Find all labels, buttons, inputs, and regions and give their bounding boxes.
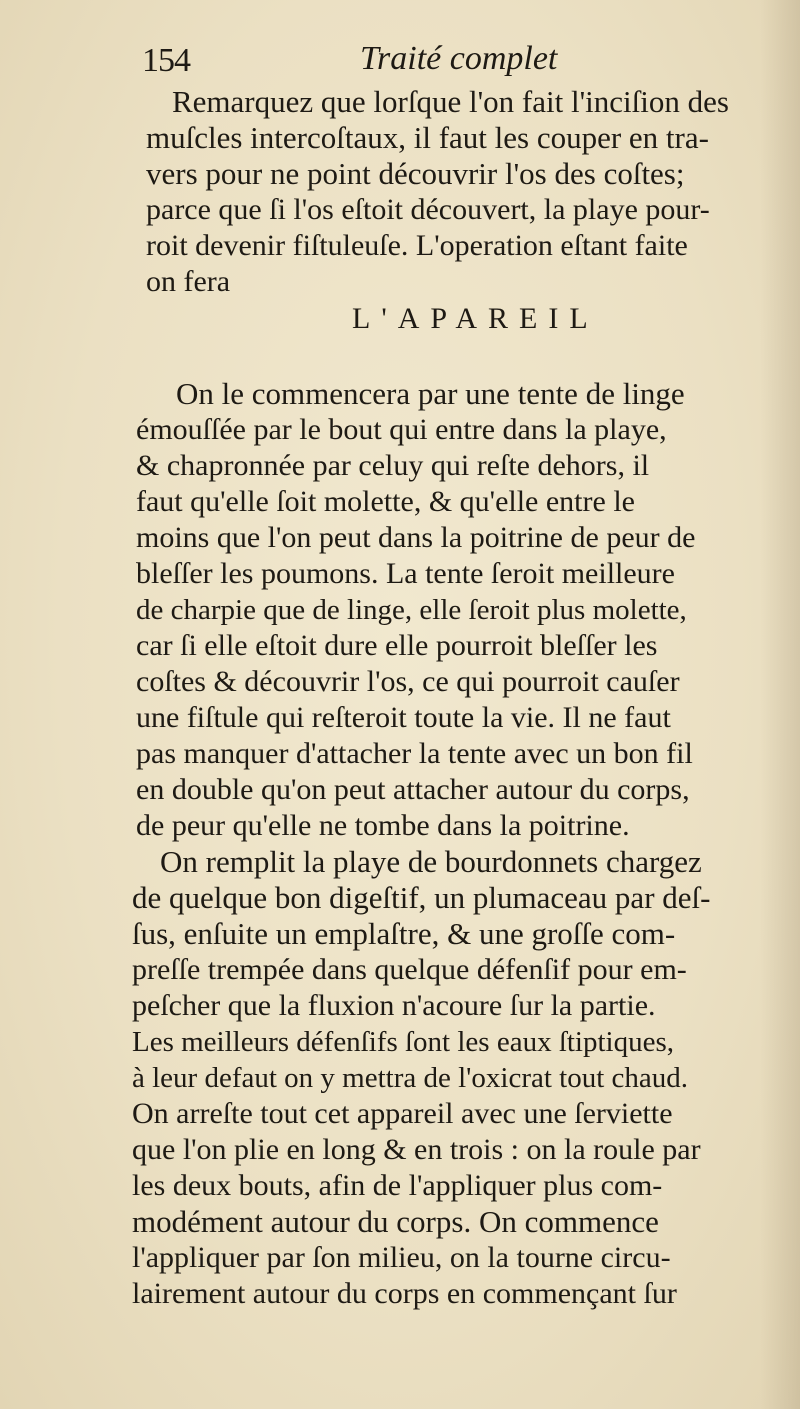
text-line: vers pour ne point découvrir l'os des coſtes; — [146, 156, 685, 191]
text-line: que l'on plie en long & en trois : on la roule par — [132, 1133, 701, 1166]
text-line: ſus, enſuite un emplaſtre, & une groſſe com- — [132, 916, 676, 951]
text-line: muſcles intercoſtaux, il faut les couper en tra- — [146, 120, 709, 155]
text-line: car ſi elle eſtoit dure elle pourroit bleſſer les — [136, 629, 658, 662]
text-line: peſcher que la fluxion n'acoure ſur la partie. — [132, 989, 656, 1022]
text-line: pas manquer d'attacher la tente avec un bon fil — [136, 737, 693, 770]
text-line: Les meilleurs défenſifs ſont les eaux ſtiptiques, — [132, 1026, 675, 1058]
text-line: les deux bouts, afin de l'appliquer plus com- — [132, 1169, 663, 1202]
text-line: moins que l'on peut dans la poitrine de peur de — [136, 521, 696, 554]
text-line: coſtes & découvrir l'os, ce qui pourroit cauſer — [136, 665, 680, 698]
running-title: Traité complet — [360, 40, 558, 77]
text-line: roit devenir fiſtuleuſe. L'operation eſtant faite — [146, 229, 688, 262]
text-line: preſſe trempée dans quelque défenſif pour em- — [132, 953, 687, 986]
text-line: On remplit la playe de bourdonnets chargez — [160, 844, 702, 879]
text-line: & chapronnée par celuy qui reſte dehors, il — [136, 449, 650, 482]
text-line: de peur qu'elle ne tombe dans la poitrine. — [136, 809, 630, 842]
text-line: l'appliquer par ſon milieu, on la tourne circu- — [132, 1241, 671, 1274]
text-line: émouſſée par le bout qui entre dans la playe, — [136, 413, 667, 446]
text-line: On arreſte tout cet appareil avec une ſerviette — [132, 1097, 673, 1130]
text-line: parce que ſi l'os eſtoit découvert, la playe pour- — [146, 193, 710, 226]
text-line: une fiſtule qui reſteroit toute la vie. Il ne faut — [136, 701, 671, 734]
text-line: à leur defaut on y mettra de l'oxicrat tout chaud. — [132, 1062, 689, 1094]
text-line: de quelque bon digeſtif, un plumaceau par deſ- — [132, 880, 711, 915]
text-line: lairement autour du corps en commençant ſur — [132, 1277, 677, 1310]
text-line: de charpie que de linge, elle ſeroit plus molette, — [136, 594, 687, 626]
text-line: On le commencera par une tente de linge — [176, 376, 685, 411]
text-line: faut qu'elle ſoit molette, & qu'elle entre le — [136, 485, 635, 518]
text-line: en double qu'on peut attacher autour du corps, — [136, 773, 690, 806]
section-heading: L'APAREIL — [352, 302, 599, 335]
text-line: bleſſer les poumons. La tente ſeroit meilleure — [136, 557, 675, 590]
page-header — [0, 40, 800, 90]
page-edge-shadow — [760, 0, 800, 1409]
text-line: modément autour du corps. On commence — [132, 1204, 659, 1239]
text-line: on fera — [146, 265, 231, 298]
text-line: Remarquez que lorſque l'on fait l'inciſion des — [172, 84, 729, 119]
page-number: 154 — [142, 42, 190, 79]
